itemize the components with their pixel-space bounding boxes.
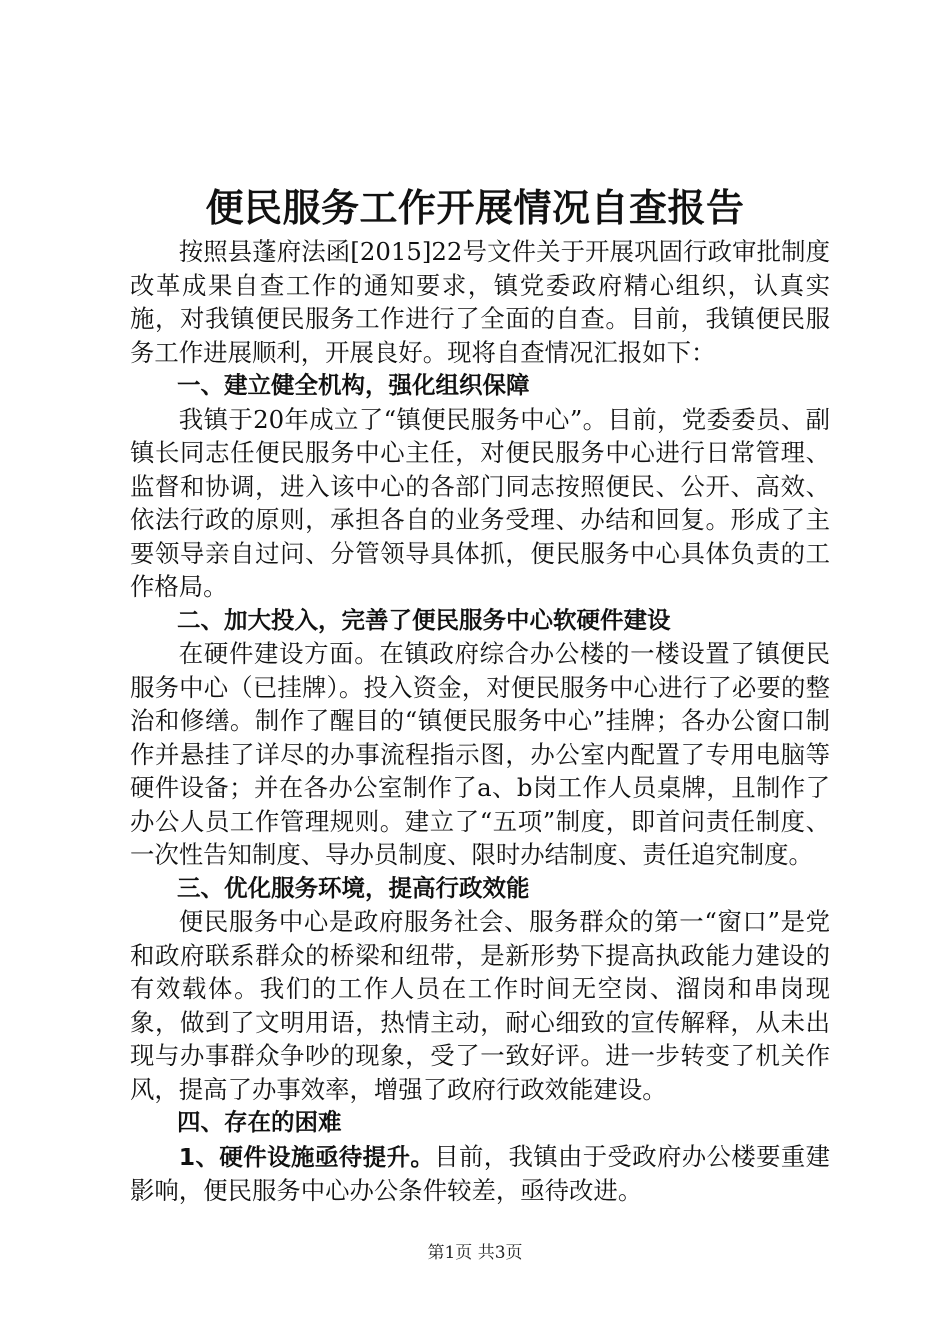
section-heading-1: 一、建立健全机构，强化组织保障 [177, 371, 530, 399]
section-heading-4: 四、存在的困难 [177, 1108, 342, 1136]
section-heading-2: 二、加大投入，完善了便民服务中心软硬件建设 [177, 605, 671, 634]
section-body-3: 便民服务中心是政府服务社会、服务群众的第一“窗口”是党和政府联系群众的桥梁和纽带，是新形势下提高执政能力建设的有效载体。我们的工作人员在工作时间无空岗、溜岗和串岗现象，做到了文明用语，热情主动，耐心细致的宣传解释，从未出现与办事群众争吵的现象，受了一致好评。进一步转变了机关作风，提高了办事效率，增强了政府行政效能建设。 [130, 907, 830, 1104]
document-body [130, 235, 830, 1208]
difficulty-item-lead: 1、硬件设施亟待提升。 [178, 1142, 435, 1171]
intro-paragraph: 按照县蓬府法函[2015]22号文件关于开展巩固行政审批制度改革成果自查工作的通知要求，镇党委政府精心组织，认真实施，对我镇便民服务工作进行了全面的自查。目前，我镇便民服务工作进展顺利，开展良好。现将自查情况汇报如下： [130, 237, 830, 367]
section-body-2: 在硬件建设方面。在镇政府综合办公楼的一楼设置了镇便民服务中心（已挂牌）。投入资金，对便民服务中心进行了必要的整治和修缮。制作了醒目的“镇便民服务中心”挂牌；各办公窗口制作并悬挂了详尽的办事流程指示图，办公室内配置了专用电脑等硬件设备；并在各办公室制作了a、b岗工作人员桌牌，且制作了办公人员工作管理规则。建立了“五项”制度，即首问责任制度、一次性告知制度、导办员制度、限时办结制度、责任追究制度。 [130, 639, 830, 869]
section-body-1: 我镇于20年成立了“镇便民服务中心”。目前，党委委员、副镇长同志任便民服务中心主任，对便民服务中心进行日常管理、监督和协调，进入该中心的各部门同志按照便民、公开、高效、依法行政的原则，承担各自的业务受理、办结和回复。形成了主要领导亲自过问、分管领导具体抓，便民服务中心具体负责的工作格局。 [130, 404, 830, 601]
difficulty-item-text: 目前，我镇由于受政府办公楼要重建影响，便民服务中心办公条件较差，亟待改进。 [130, 1141, 830, 1205]
difficulty-item-1 [130, 1140, 830, 1208]
section-heading-3: 三、优化服务环境，提高行政效能 [177, 873, 530, 902]
page-footer: 第1页 共3页 [427, 1243, 523, 1263]
document-title: 便民服务工作开展情况自查报告 [205, 186, 745, 230]
